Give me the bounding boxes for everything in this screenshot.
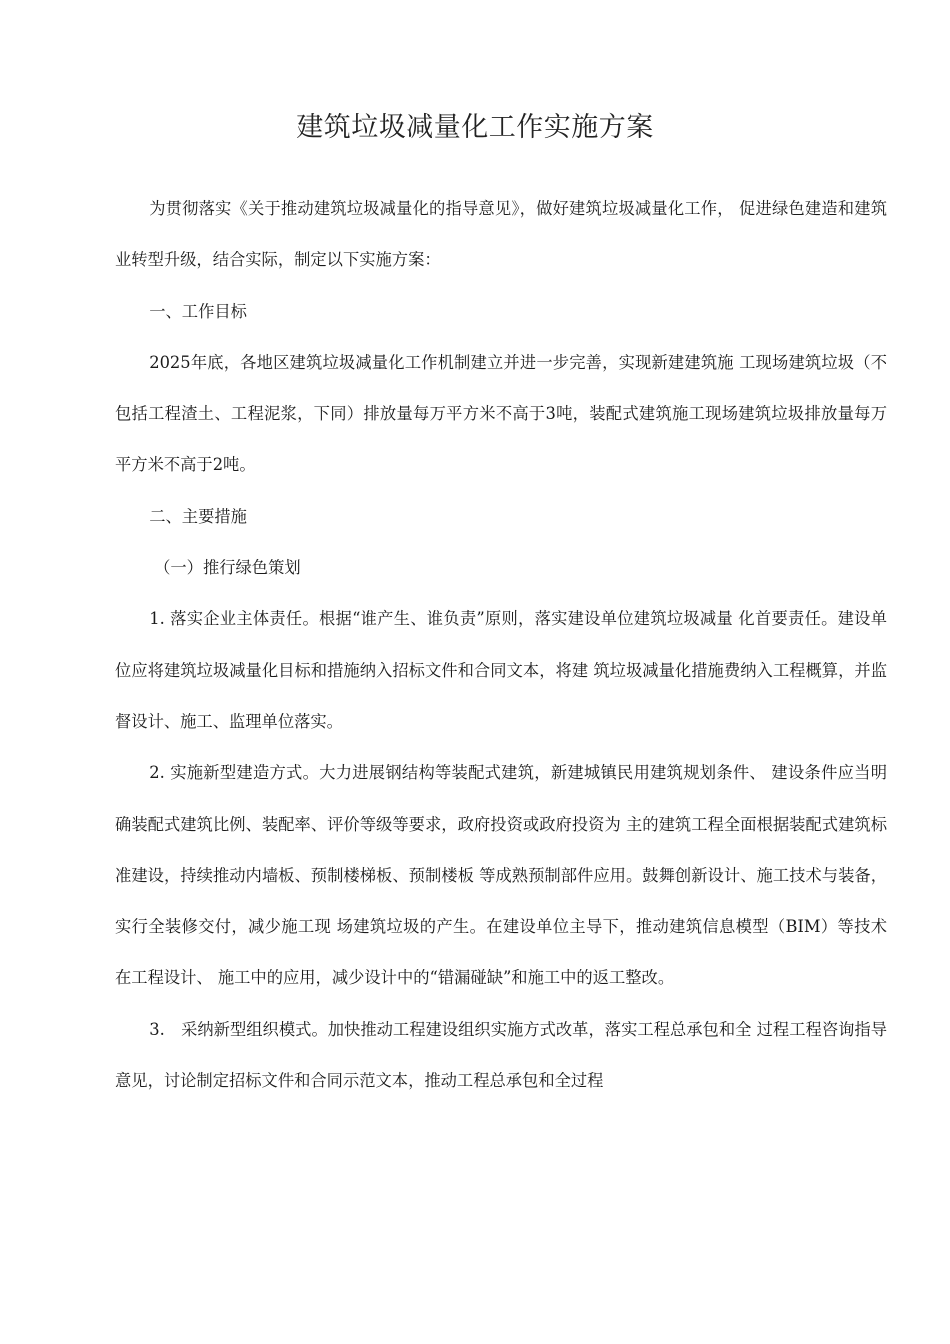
section-heading-goals: 一、工作目标 — [149, 301, 247, 321]
measure-paragraph-3: 3. 采纳新型组织模式。加快推动工程建设组织实施方式改革，落实工程总承包和全 过程工程咨询指导意见，讨论制定招标文件和合同示范文本，推动工程总承包和全过程 — [115, 1019, 887, 1091]
document-title: 建筑垃圾减量化工作实施方案 — [296, 112, 654, 143]
section-heading-measures: 二、主要措施 — [149, 506, 247, 526]
intro-paragraph: 为贯彻落实《关于推动建筑垃圾减量化的指导意见》，做好建筑垃圾减量化工作， 促进绿色建造和建筑业转型升级，结合实际，制定以下实施方案： — [115, 199, 887, 270]
measure-paragraph-1: 1. 落实企业主体责任。根据“谁产生、谁负责”原则，落实建设单位建筑垃圾减量 化首要责任。建设单位应将建筑垃圾减量化目标和措施纳入招标文件和合同文本，将建 筑垃圾减量化措施费纳入工程概算，并监督设计、施工、监理单位落实。 — [115, 609, 887, 731]
document-body — [115, 183, 887, 1106]
subsection-heading-green-planning: （一）推行绿色策划 — [154, 558, 301, 578]
goals-paragraph: 2025年底，各地区建筑垃圾减量化工作机制建立并进一步完善，实现新建建筑施 工现场建筑垃圾（不包括工程渣土、工程泥浆，下同）排放量每万平方米不高于3吨，装配式建筑施工现场建筑垃圾排放量每万平方米不高于2吨。 — [115, 352, 887, 475]
measure-paragraph-2: 2. 实施新型建造方式。大力进展钢结构等装配式建筑，新建城镇民用建筑规划条件、 建设条件应当明确装配式建筑比例、装配率、评价等级等要求，政府投资或政府投资为 主的建筑工程全面根据装配式建筑标准建设，持续推动内墙板、预制楼梯板、预制楼板 等成熟预制部件应用。鼓舞创新设计、施工技术与装备，实行全装修交付，减少施工现 场建筑垃圾的产生。在建设单位主导下，推动建筑信息模型（BIM）等技术在工程设计、 施工中的应用，减少设计中的“错漏碰缺”和施工中的返工整改。 — [115, 763, 887, 988]
